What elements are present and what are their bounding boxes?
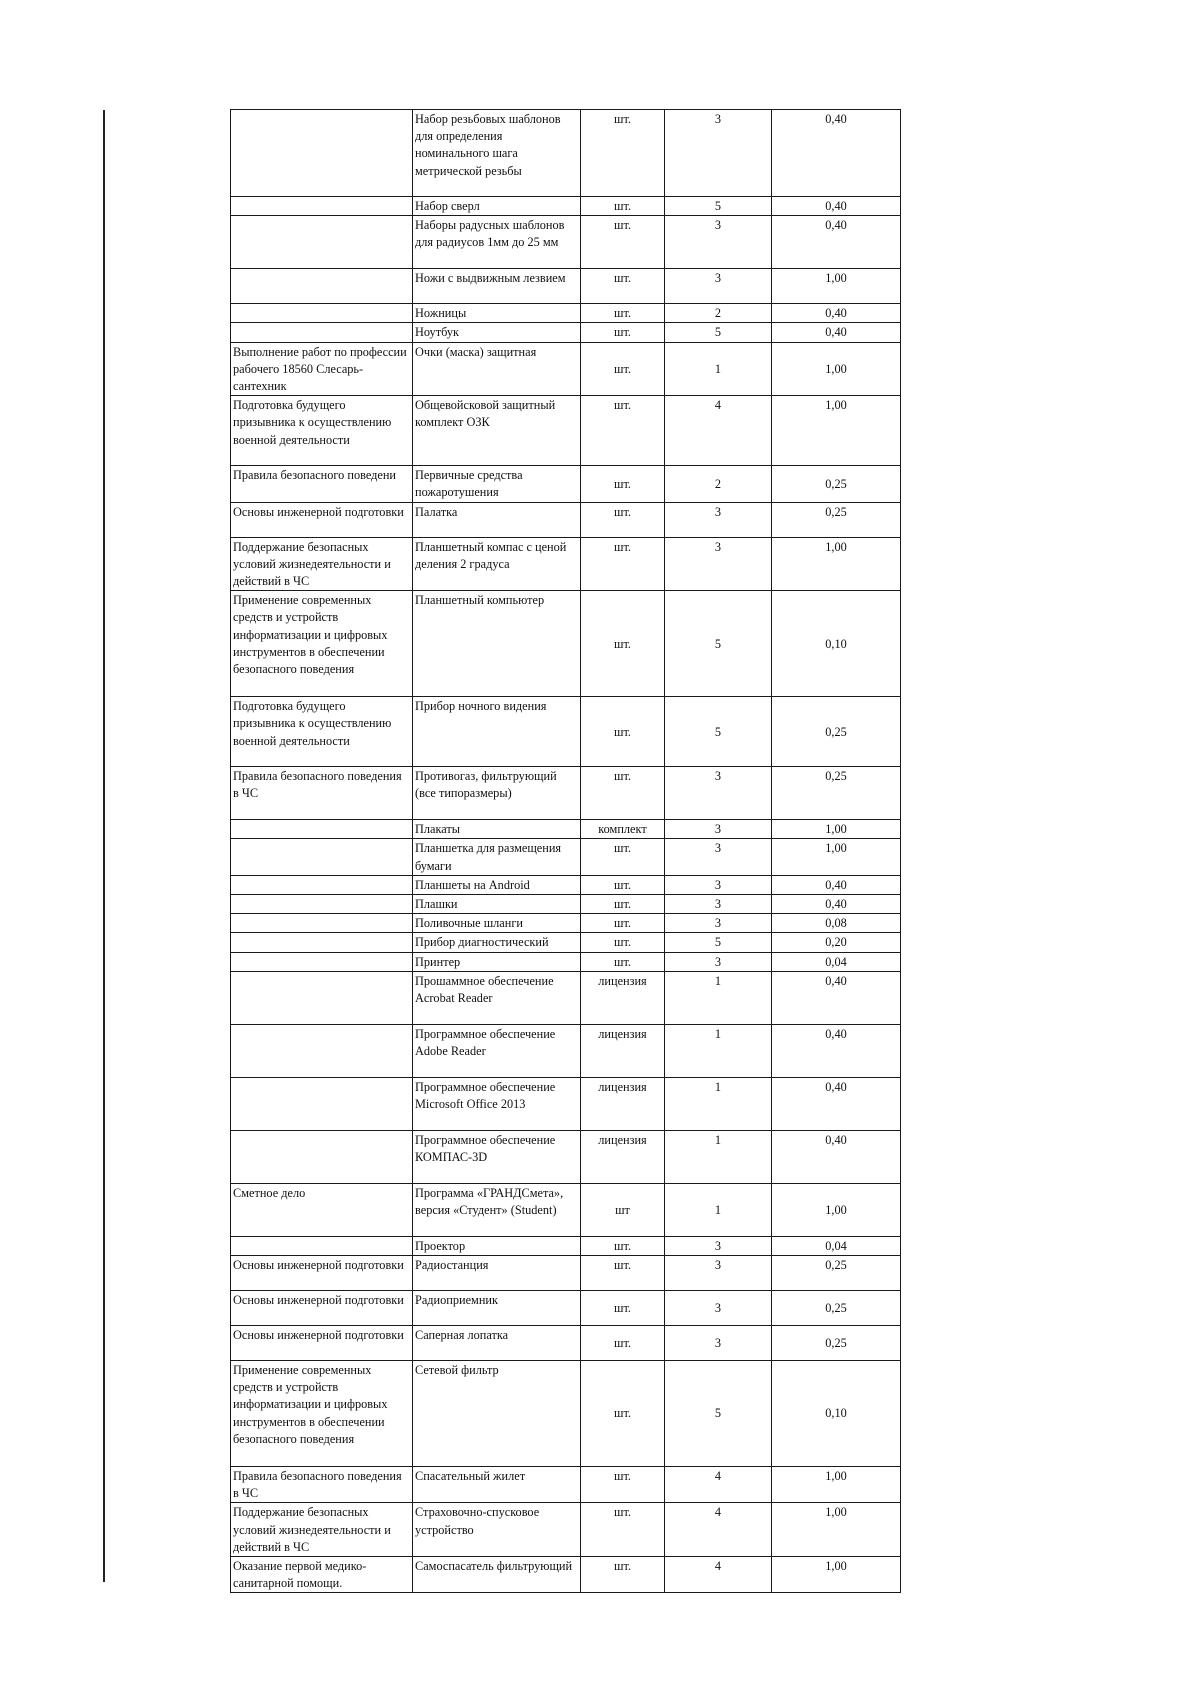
unit-cell: шт.: [581, 537, 665, 591]
item-cell: Сетевой фильтр: [413, 1361, 581, 1467]
item-cell: Планшетный компас с ценой деления 2 градуса: [413, 537, 581, 591]
coefficient-cell: 1,00: [772, 537, 901, 591]
section-cell: Подготовка будущего призывника к осуществлению военной деятельности: [231, 396, 413, 466]
unit-cell: шт.: [581, 839, 665, 875]
table-row: [231, 1236, 901, 1255]
unit-cell: шт.: [581, 895, 665, 914]
table-row: [231, 342, 901, 396]
coefficient-cell: 0,40: [772, 323, 901, 342]
item-cell: Первичные средства пожаротушения: [413, 466, 581, 502]
quantity-cell: 1: [665, 1183, 772, 1236]
item-cell: Наборы радусных шаблонов для радиусов 1мм до 25 мм: [413, 216, 581, 269]
unit-cell: шт.: [581, 197, 665, 216]
section-cell: [231, 895, 413, 914]
table-row: [231, 1077, 901, 1130]
coefficient-cell: 0,25: [772, 697, 901, 767]
section-cell: [231, 323, 413, 342]
section-cell: [231, 914, 413, 933]
table-row: [231, 875, 901, 894]
unit-cell: шт.: [581, 1326, 665, 1361]
coefficient-cell: 0,40: [772, 216, 901, 269]
item-cell: Противогаз, фильтрующий (все типоразмеры): [413, 767, 581, 820]
coefficient-cell: 0,25: [772, 1326, 901, 1361]
quantity-cell: 3: [665, 1291, 772, 1326]
quantity-cell: 3: [665, 537, 772, 591]
table-row: [231, 933, 901, 952]
item-cell: Прибор диагностический: [413, 933, 581, 952]
quantity-cell: 2: [665, 304, 772, 323]
coefficient-cell: 0,25: [772, 1291, 901, 1326]
table-row: [231, 820, 901, 839]
section-cell: [231, 1077, 413, 1130]
page-margin-line: [103, 110, 105, 1582]
item-cell: Палатка: [413, 502, 581, 537]
item-cell: Самоспасатель фильтрующий: [413, 1557, 581, 1593]
section-cell: [231, 971, 413, 1024]
table-row: [231, 537, 901, 591]
item-cell: Очки (маска) защитная: [413, 342, 581, 396]
coefficient-cell: 1,00: [772, 269, 901, 304]
section-cell: [231, 820, 413, 839]
coefficient-cell: 1,00: [772, 820, 901, 839]
section-cell: [231, 197, 413, 216]
section-cell: Применение современных средств и устройств информатизации и цифровых инструментов в обеспечении безопасного поведения: [231, 591, 413, 697]
item-cell: Программное обеспечение Microsoft Office 2013: [413, 1077, 581, 1130]
item-cell: Набор сверл: [413, 197, 581, 216]
table-row: [231, 591, 901, 697]
coefficient-cell: 1,00: [772, 342, 901, 396]
table-row: [231, 1361, 901, 1467]
section-cell: [231, 1130, 413, 1183]
unit-cell: шт.: [581, 216, 665, 269]
quantity-cell: 5: [665, 323, 772, 342]
item-cell: Принтер: [413, 952, 581, 971]
item-cell: Программа «ГРАНДСмета», версия «Студент» (Student): [413, 1183, 581, 1236]
unit-cell: шт.: [581, 396, 665, 466]
quantity-cell: 3: [665, 820, 772, 839]
table-row: [231, 1503, 901, 1557]
coefficient-cell: 0,40: [772, 971, 901, 1024]
table-row: [231, 1291, 901, 1326]
unit-cell: шт.: [581, 697, 665, 767]
table-row: [231, 197, 901, 216]
table-row: [231, 952, 901, 971]
coefficient-cell: 0,40: [772, 875, 901, 894]
section-cell: Поддержание безопасных условий жизнедеятельности и действий в ЧС: [231, 537, 413, 591]
coefficient-cell: 0,25: [772, 767, 901, 820]
equipment-table: [230, 109, 901, 1593]
quantity-cell: 1: [665, 1077, 772, 1130]
quantity-cell: 3: [665, 216, 772, 269]
unit-cell: лицензия: [581, 971, 665, 1024]
quantity-cell: 3: [665, 1236, 772, 1255]
item-cell: Планшетка для размещения бумаги: [413, 839, 581, 875]
item-cell: Саперная лопатка: [413, 1326, 581, 1361]
item-cell: Программное обеспечение Adobe Reader: [413, 1024, 581, 1077]
unit-cell: шт.: [581, 304, 665, 323]
table-row: [231, 971, 901, 1024]
coefficient-cell: 0,25: [772, 1256, 901, 1291]
unit-cell: шт.: [581, 952, 665, 971]
unit-cell: лицензия: [581, 1130, 665, 1183]
unit-cell: шт.: [581, 1557, 665, 1593]
unit-cell: комплект: [581, 820, 665, 839]
item-cell: Прошаммное обеспечение Acrobat Reader: [413, 971, 581, 1024]
quantity-cell: 1: [665, 971, 772, 1024]
quantity-cell: 5: [665, 697, 772, 767]
unit-cell: шт.: [581, 1256, 665, 1291]
table-row: [231, 1130, 901, 1183]
item-cell: Ноутбук: [413, 323, 581, 342]
item-cell: Спасательный жилет: [413, 1467, 581, 1503]
unit-cell: шт.: [581, 1467, 665, 1503]
section-cell: Правила безопасного поведения в ЧС: [231, 767, 413, 820]
quantity-cell: 5: [665, 1361, 772, 1467]
section-cell: Правила безопасного поведения в ЧС: [231, 1467, 413, 1503]
coefficient-cell: 1,00: [772, 1467, 901, 1503]
item-cell: Плашки: [413, 895, 581, 914]
section-cell: Основы инженерной подготовки: [231, 1326, 413, 1361]
table-row: [231, 269, 901, 304]
table-row: [231, 697, 901, 767]
item-cell: Прибор ночного видения: [413, 697, 581, 767]
section-cell: [231, 269, 413, 304]
unit-cell: шт.: [581, 1291, 665, 1326]
table-row: [231, 1256, 901, 1291]
quantity-cell: 3: [665, 895, 772, 914]
section-cell: Поддержание безопасных условий жизнедеятельности и действий в ЧС: [231, 1503, 413, 1557]
table-row: [231, 216, 901, 269]
unit-cell: шт: [581, 1183, 665, 1236]
quantity-cell: 1: [665, 1024, 772, 1077]
unit-cell: шт.: [581, 1361, 665, 1467]
item-cell: Программное обеспечение КОМПАС-3D: [413, 1130, 581, 1183]
unit-cell: шт.: [581, 342, 665, 396]
table-row: [231, 767, 901, 820]
item-cell: Поливочные шланги: [413, 914, 581, 933]
item-cell: Радиостанция: [413, 1256, 581, 1291]
quantity-cell: 3: [665, 875, 772, 894]
section-cell: Оказание первой медико-санитарной помощи.: [231, 1557, 413, 1593]
quantity-cell: 3: [665, 1326, 772, 1361]
unit-cell: лицензия: [581, 1024, 665, 1077]
unit-cell: шт.: [581, 1236, 665, 1255]
quantity-cell: 3: [665, 1256, 772, 1291]
section-cell: [231, 216, 413, 269]
quantity-cell: 4: [665, 396, 772, 466]
quantity-cell: 4: [665, 1467, 772, 1503]
section-cell: Основы инженерной подготовки: [231, 1291, 413, 1326]
section-cell: [231, 1024, 413, 1077]
table-row: [231, 502, 901, 537]
coefficient-cell: 0,04: [772, 1236, 901, 1255]
table-row: [231, 1024, 901, 1077]
coefficient-cell: 0,40: [772, 1077, 901, 1130]
coefficient-cell: 0,08: [772, 914, 901, 933]
quantity-cell: 3: [665, 839, 772, 875]
unit-cell: шт.: [581, 591, 665, 697]
unit-cell: шт.: [581, 110, 665, 197]
unit-cell: шт.: [581, 767, 665, 820]
unit-cell: шт.: [581, 269, 665, 304]
coefficient-cell: 1,00: [772, 1183, 901, 1236]
table-row: [231, 323, 901, 342]
coefficient-cell: 0,40: [772, 1130, 901, 1183]
coefficient-cell: 0,10: [772, 591, 901, 697]
table-row: [231, 914, 901, 933]
item-cell: Набор резьбовых шаблонов для определения номинального шага метрической резьбы: [413, 110, 581, 197]
coefficient-cell: 0,40: [772, 304, 901, 323]
section-cell: [231, 839, 413, 875]
section-cell: Применение современных средств и устройств информатизации и цифровых инструментов в обеспечении безопасного поведения: [231, 1361, 413, 1467]
unit-cell: шт.: [581, 502, 665, 537]
unit-cell: шт.: [581, 1503, 665, 1557]
quantity-cell: 2: [665, 466, 772, 502]
unit-cell: лицензия: [581, 1077, 665, 1130]
table-row: [231, 1467, 901, 1503]
coefficient-cell: 0,40: [772, 895, 901, 914]
coefficient-cell: 0,25: [772, 466, 901, 502]
quantity-cell: 3: [665, 502, 772, 537]
unit-cell: шт.: [581, 466, 665, 502]
section-cell: [231, 110, 413, 197]
unit-cell: шт.: [581, 914, 665, 933]
quantity-cell: 3: [665, 269, 772, 304]
item-cell: Проектор: [413, 1236, 581, 1255]
section-cell: [231, 933, 413, 952]
section-cell: Выполнение работ по профессии рабочего 18560 Слесарь-сантехник: [231, 342, 413, 396]
item-cell: Планшеты на Android: [413, 875, 581, 894]
item-cell: Общевойсковой защитный комплект ОЗК: [413, 396, 581, 466]
coefficient-cell: 1,00: [772, 1503, 901, 1557]
coefficient-cell: 0,40: [772, 110, 901, 197]
item-cell: Плакаты: [413, 820, 581, 839]
section-cell: Подготовка будущего призывника к осуществлению военной деятельности: [231, 697, 413, 767]
coefficient-cell: 1,00: [772, 1557, 901, 1593]
item-cell: Планшетный компьютер: [413, 591, 581, 697]
section-cell: [231, 952, 413, 971]
section-cell: Сметное дело: [231, 1183, 413, 1236]
table-row: [231, 839, 901, 875]
coefficient-cell: 0,40: [772, 197, 901, 216]
table-row: [231, 895, 901, 914]
table-row: [231, 466, 901, 502]
table-row: [231, 304, 901, 323]
table-row: [231, 1183, 901, 1236]
quantity-cell: 5: [665, 591, 772, 697]
section-cell: Основы инженерной подготовки: [231, 502, 413, 537]
quantity-cell: 4: [665, 1557, 772, 1593]
table-row: [231, 1557, 901, 1593]
quantity-cell: 3: [665, 914, 772, 933]
coefficient-cell: 0,20: [772, 933, 901, 952]
quantity-cell: 3: [665, 952, 772, 971]
section-cell: [231, 1236, 413, 1255]
item-cell: Ножи с выдвижным лезвием: [413, 269, 581, 304]
section-cell: [231, 304, 413, 323]
item-cell: Ножницы: [413, 304, 581, 323]
quantity-cell: 5: [665, 933, 772, 952]
coefficient-cell: 1,00: [772, 839, 901, 875]
coefficient-cell: 0,10: [772, 1361, 901, 1467]
unit-cell: шт.: [581, 933, 665, 952]
table-row: [231, 110, 901, 197]
coefficient-cell: 1,00: [772, 396, 901, 466]
section-cell: Основы инженерной подготовки: [231, 1256, 413, 1291]
quantity-cell: 3: [665, 110, 772, 197]
quantity-cell: 3: [665, 767, 772, 820]
coefficient-cell: 0,04: [772, 952, 901, 971]
quantity-cell: 1: [665, 342, 772, 396]
table-row: [231, 1326, 901, 1361]
section-cell: [231, 875, 413, 894]
quantity-cell: 5: [665, 197, 772, 216]
unit-cell: шт.: [581, 323, 665, 342]
coefficient-cell: 0,25: [772, 502, 901, 537]
quantity-cell: 4: [665, 1503, 772, 1557]
quantity-cell: 1: [665, 1130, 772, 1183]
table-row: [231, 396, 901, 466]
item-cell: Радиоприемник: [413, 1291, 581, 1326]
unit-cell: шт.: [581, 875, 665, 894]
section-cell: Правила безопасного поведени: [231, 466, 413, 502]
coefficient-cell: 0,40: [772, 1024, 901, 1077]
item-cell: Страховочно-спусковое устройство: [413, 1503, 581, 1557]
